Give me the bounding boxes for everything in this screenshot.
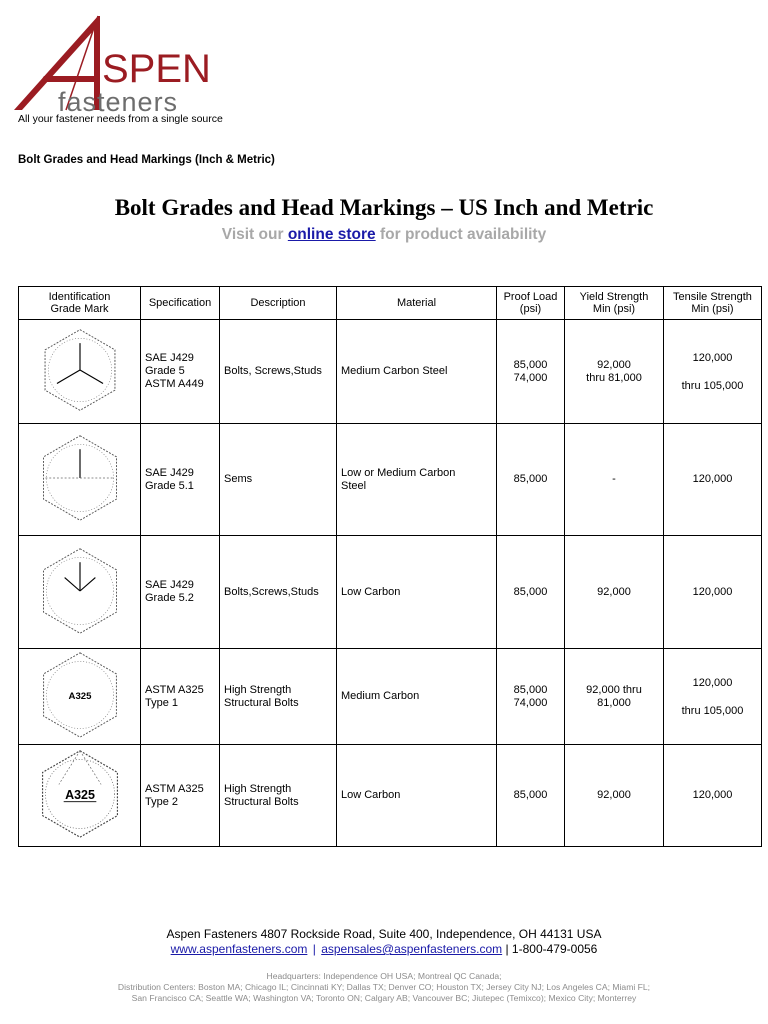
head-mark-text: A325 — [64, 787, 95, 802]
material-cell: Medium Carbon Steel — [337, 320, 497, 424]
header-description: Description — [220, 287, 337, 320]
tagline: All your fastener needs from a single source — [18, 113, 223, 125]
aspen-logo — [14, 14, 236, 114]
table-row — [19, 424, 762, 536]
yield-strength-cell: 92,000 — [565, 745, 664, 847]
a325-type-2-head-marking-icon — [32, 745, 128, 843]
footer-address: Aspen Fasteners 4807 Rockside Road, Suite 400, Independence, OH 44131 USA — [166, 927, 602, 941]
tensile-strength-cell: 120,000 — [664, 745, 762, 847]
grade-mark-cell — [19, 649, 141, 745]
specification-cell: SAE J429 Grade 5.1 — [141, 424, 220, 536]
footer-phone: | 1-800-479-0056 — [505, 942, 598, 956]
header-proof-load: Proof Load (psi) — [497, 287, 565, 320]
visit-line — [0, 226, 768, 244]
visit-suffix: for product availability — [379, 226, 547, 243]
footer-locations — [0, 971, 768, 1004]
header-specification: Specification — [141, 287, 220, 320]
yield-strength-cell: 92,000 — [565, 536, 664, 649]
material-cell: Low or Medium Carbon Steel — [337, 424, 497, 536]
specification-cell: ASTM A325 Type 1 — [141, 649, 220, 745]
yield-strength-cell: 92,000 thru 81,000 — [565, 649, 664, 745]
proof-load-cell: 85,000 74,000 — [497, 649, 565, 745]
a325-type-1-head-marking-icon — [32, 649, 128, 741]
tensile-strength-cell: 120,000 thru 105,000 — [664, 320, 762, 424]
footer-distribution-1: Distribution Centers: Boston MA; Chicago IL; Cincinnati KY; Dallas TX; Denver CO; Houston TX; Jersey City NJ; Los Angeles CA; Miami FL; — [117, 982, 651, 992]
grade-5-2-head-marking-icon — [32, 541, 128, 641]
yield-strength-cell: - — [565, 424, 664, 536]
website-link[interactable]: www.aspenfasteners.com — [170, 942, 308, 956]
online-store-link[interactable]: online store — [287, 226, 376, 243]
material-cell: Low Carbon — [337, 536, 497, 649]
footer-headquarters: Headquarters: Independence OH USA; Montreal QC Canada; — [266, 971, 502, 981]
table-row — [19, 536, 762, 649]
grade-5-1-head-marking-icon — [32, 428, 128, 528]
table-header-row — [19, 287, 762, 320]
header-grade-mark: Identification Grade Mark — [19, 287, 141, 320]
grade-mark-cell — [19, 424, 141, 536]
document-heading: Bolt Grades and Head Markings (Inch & Metric) — [18, 154, 275, 166]
bolt-grades-table — [18, 286, 762, 847]
specification-cell: ASTM A325 Type 2 — [141, 745, 220, 847]
grade-mark-cell — [19, 745, 141, 847]
proof-load-cell: 85,000 — [497, 745, 565, 847]
email-link[interactable]: aspensales@aspenfasteners.com — [321, 942, 503, 956]
description-cell: High Strength Structural Bolts — [220, 745, 337, 847]
proof-load-cell: 85,000 — [497, 536, 565, 649]
grade-mark-cell — [19, 320, 141, 424]
description-cell: Bolts, Screws,Studs — [220, 320, 337, 424]
proof-load-cell: 85,000 — [497, 424, 565, 536]
table-row — [19, 320, 762, 424]
head-mark-text: A325 — [68, 690, 91, 702]
grade-5-head-marking-icon — [32, 322, 128, 418]
footer-contact-line — [0, 942, 768, 956]
logo-brand-bottom: fasteners — [58, 87, 179, 114]
yield-strength-cell: 92,000 thru 81,000 — [565, 320, 664, 424]
table-row — [19, 649, 762, 745]
header-yield-strength: Yield Strength Min (psi) — [565, 287, 664, 320]
footer-distribution-2: San Francisco CA; Seattle WA; Washington VA; Toronto ON; Calgary AB; Vancouver BC; Jiutepec (Temixco); Mexico City; Monterrey — [131, 993, 637, 1003]
visit-prefix: Visit our — [221, 226, 284, 243]
specification-cell: SAE J429 Grade 5.2 — [141, 536, 220, 649]
description-cell: Sems — [220, 424, 337, 536]
logo-brand-top: SPEN — [102, 47, 211, 91]
header-material: Material — [337, 287, 497, 320]
footer-separator: | — [312, 942, 316, 956]
specification-cell: SAE J429 Grade 5 ASTM A449 — [141, 320, 220, 424]
tensile-strength-cell: 120,000 — [664, 536, 762, 649]
grade-mark-cell — [19, 536, 141, 649]
tensile-strength-cell: 120,000 thru 105,000 — [664, 649, 762, 745]
page-title: Bolt Grades and Head Markings – US Inch and Metric — [114, 195, 654, 220]
description-cell: Bolts,Screws,Studs — [220, 536, 337, 649]
header-tensile-strength: Tensile Strength Min (psi) — [664, 287, 762, 320]
description-cell: High Strength Structural Bolts — [220, 649, 337, 745]
table-row — [19, 745, 762, 847]
material-cell: Medium Carbon — [337, 649, 497, 745]
proof-load-cell: 85,000 74,000 — [497, 320, 565, 424]
material-cell: Low Carbon — [337, 745, 497, 847]
tensile-strength-cell: 120,000 — [664, 424, 762, 536]
